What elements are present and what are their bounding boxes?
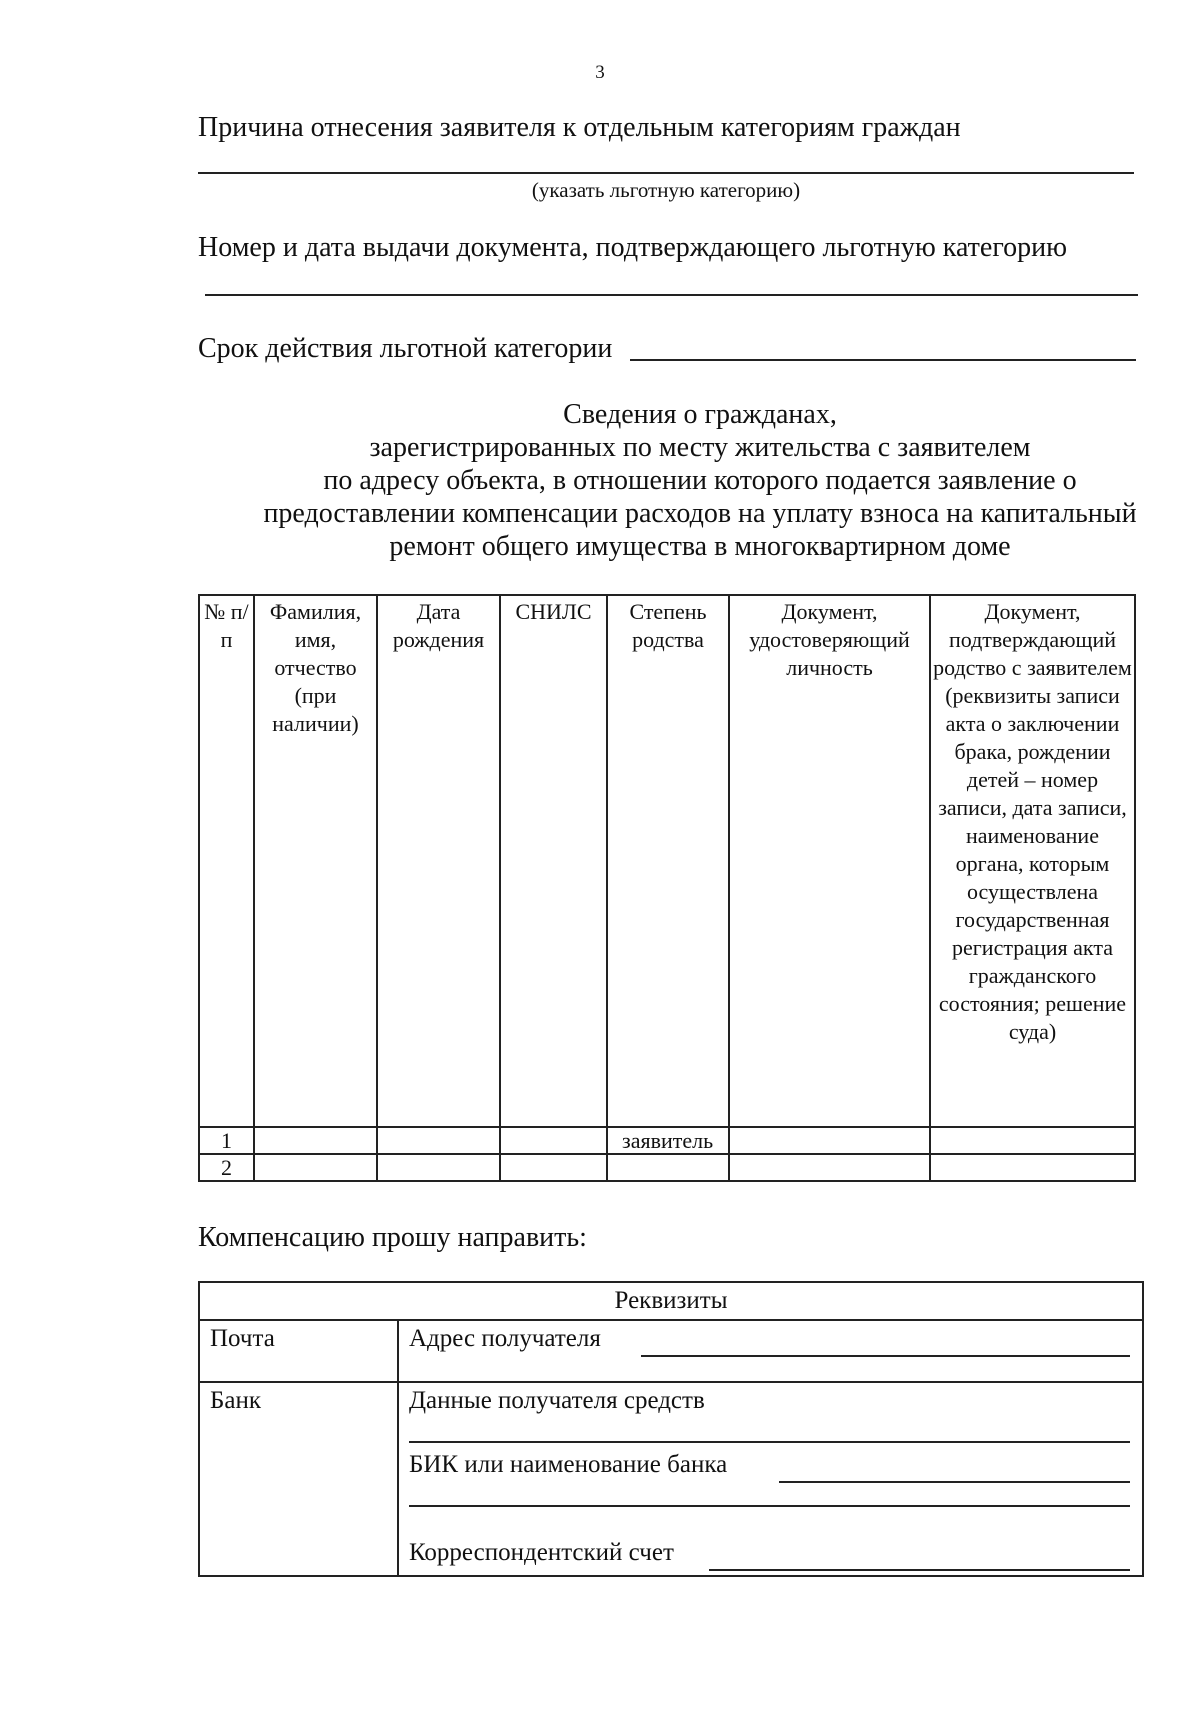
page-number: 3	[595, 62, 605, 83]
section-heading	[200, 398, 1200, 563]
heading-line-3: по адресу объекта, в отношении которого подается заявление о	[323, 465, 1077, 496]
cell-relation[interactable]	[607, 1154, 729, 1181]
row-number: 2	[199, 1154, 254, 1181]
requisites-title-row	[199, 1282, 1143, 1320]
bank-recipient-input-line[interactable]	[409, 1441, 1130, 1443]
cell-kinship-document[interactable]	[930, 1127, 1135, 1154]
bank-corr-input-line[interactable]	[709, 1569, 1130, 1571]
header-birth-date: Дата рождения	[377, 595, 500, 1127]
reason-hint: (указать льготную категорию)	[531, 178, 801, 202]
requisites-title: Реквизиты	[199, 1282, 1143, 1320]
header-number: № п/п	[199, 595, 254, 1127]
bank-corr-label: Корреспондентский счет	[409, 1539, 674, 1566]
row-number: 1	[199, 1127, 254, 1154]
bank-row	[199, 1382, 1143, 1576]
header-relation: Степень родства	[607, 595, 729, 1127]
bank-bik-input-line[interactable]	[779, 1481, 1130, 1483]
heading-line-4: предоставлении компенсации расходов на уплату взноса на капитальный	[263, 498, 1137, 529]
table-header-row	[199, 595, 1135, 1127]
heading-line-2: зарегистрированных по месту жительства с заявителем	[369, 432, 1031, 463]
cell-birth-date[interactable]	[377, 1127, 500, 1154]
header-full-name: Фамилия, имя, отчество (при наличии)	[254, 595, 377, 1127]
cell-birth-date[interactable]	[377, 1154, 500, 1181]
cell-snils[interactable]	[500, 1154, 607, 1181]
cell-kinship-document[interactable]	[930, 1154, 1135, 1181]
bank-bik-extra-line[interactable]	[409, 1505, 1130, 1507]
cell-relation[interactable]: заявитель	[607, 1127, 729, 1154]
cell-snils[interactable]	[500, 1127, 607, 1154]
requisites-table	[198, 1281, 1144, 1577]
table-row	[199, 1154, 1135, 1181]
validity-label: Срок действия льготной категории	[198, 333, 613, 364]
compensation-label: Компенсацию прошу направить:	[198, 1222, 587, 1253]
header-snils: СНИЛС	[500, 595, 607, 1127]
reason-input-line[interactable]	[198, 172, 1134, 174]
mail-row	[199, 1320, 1143, 1382]
document-label: Номер и дата выдачи документа, подтверждающего льготную категорию	[198, 232, 1068, 263]
document-input-line[interactable]	[205, 294, 1138, 296]
cell-identity-document[interactable]	[729, 1127, 930, 1154]
bank-label: Банк	[199, 1382, 398, 1576]
mail-address-input-line[interactable]	[641, 1355, 1130, 1357]
mail-label: Почта	[199, 1320, 398, 1382]
cell-full-name[interactable]	[254, 1127, 377, 1154]
mail-details	[398, 1320, 1143, 1382]
heading-line-5: ремонт общего имущества в многоквартирном доме	[389, 531, 1011, 562]
mail-address-label: Адрес получателя	[409, 1325, 601, 1352]
reason-label: Причина отнесения заявителя к отдельным категориям граждан	[198, 112, 961, 143]
cell-identity-document[interactable]	[729, 1154, 930, 1181]
citizens-table	[198, 594, 1136, 1182]
bank-details	[398, 1382, 1143, 1576]
validity-input-line[interactable]	[630, 359, 1136, 361]
header-identity-document: Документ, удостоверяющий личность	[729, 595, 930, 1127]
table-row	[199, 1127, 1135, 1154]
bank-recipient-label: Данные получателя средств	[409, 1387, 705, 1414]
cell-full-name[interactable]	[254, 1154, 377, 1181]
header-kinship-document: Документ, подтверждающий родство с заявителем (реквизиты записи акта о заключении брака, рождении детей – номер записи, дата записи, наименование органа, которым осуществлена государственная регистрация акта гражданского состояния; решение суда)	[930, 595, 1135, 1127]
heading-line-1: Сведения о гражданах,	[563, 399, 837, 430]
bank-bik-label: БИК или наименование банка	[409, 1451, 728, 1478]
